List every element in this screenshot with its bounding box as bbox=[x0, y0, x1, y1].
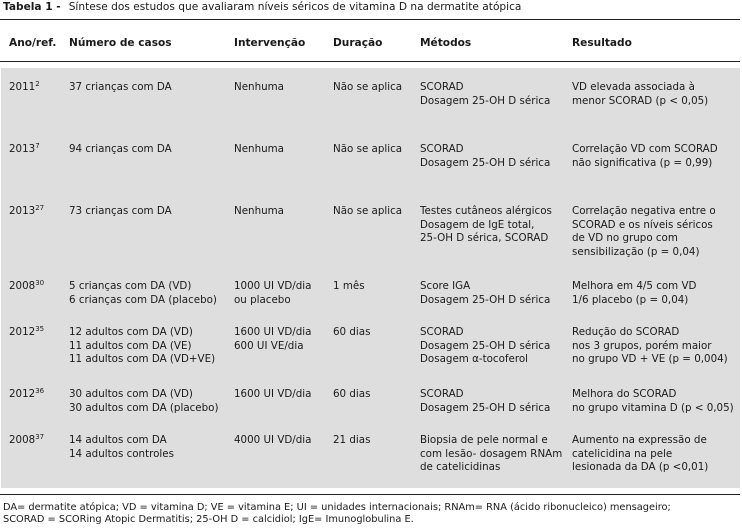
cell-cases bbox=[69, 143, 172, 157]
cell-cases bbox=[69, 388, 219, 415]
cell-line: Dosagem 25-OH D sérica bbox=[420, 339, 551, 352]
cell-line: 60 dias bbox=[333, 326, 371, 338]
cell-cases bbox=[69, 434, 174, 461]
cell-duration bbox=[333, 143, 402, 157]
header-result: Resultado bbox=[572, 37, 632, 49]
cell-intervention bbox=[234, 434, 311, 448]
cell-line: sensibilização (p = 0,04) bbox=[572, 245, 700, 258]
cell-line: ou placebo bbox=[234, 293, 291, 306]
year: 2008 bbox=[9, 434, 36, 446]
reference-number: 36 bbox=[35, 387, 45, 395]
cell-line: 30 adultos com DA (placebo) bbox=[69, 401, 219, 414]
table-body bbox=[1, 68, 740, 488]
cell-line: Dosagem 25-OH D sérica bbox=[420, 156, 551, 169]
cell-line: Dosagem 25-OH D sérica bbox=[420, 293, 551, 306]
cell-line: SCORAD bbox=[420, 326, 464, 338]
cell-result bbox=[572, 388, 734, 415]
cell-line: Não se aplica bbox=[333, 205, 403, 217]
cell-line: Não se aplica bbox=[333, 143, 403, 155]
cell-line: Aumento na expressão de bbox=[572, 434, 707, 446]
cell-line: Melhora do SCORAD bbox=[572, 388, 677, 400]
cell-intervention bbox=[234, 143, 284, 157]
year: 2013 bbox=[9, 143, 36, 155]
cell-duration bbox=[333, 388, 370, 402]
cell-line: de VD no grupo com bbox=[572, 232, 678, 244]
cell-line: 11 adultos com DA (VD+VE) bbox=[69, 353, 216, 365]
footnote-line: SCORAD = SCORing Atopic Dermatitis; 25-OH D = calcidiol; IgE= Imunoglobulina E. bbox=[3, 513, 414, 525]
cell-methods bbox=[420, 326, 550, 367]
cell-duration bbox=[333, 326, 370, 340]
year: 2011 bbox=[9, 81, 36, 93]
cell-line: 14 adultos com DA bbox=[69, 434, 167, 446]
caption-title: Síntese dos estudos que avaliaram níveis séricos de vitamina D na dermatite atópica bbox=[68, 1, 522, 13]
cell-intervention bbox=[234, 388, 311, 402]
cell-cases bbox=[69, 280, 217, 307]
cell-line: nos 3 grupos, porém maior bbox=[572, 339, 712, 352]
cell-line: SCORAD bbox=[420, 388, 464, 400]
year: 2008 bbox=[9, 280, 36, 292]
cell-cases bbox=[69, 205, 172, 219]
cell-cases bbox=[69, 81, 172, 95]
header-cases: Número de casos bbox=[69, 37, 172, 49]
footnote-line: DA= dermatite atópica; VD = vitamina D; VE = vitamina E; UI = unidades internacionais; RNAm= RNA (ácido ribonucleico) mensageiro; bbox=[3, 502, 671, 513]
caption-label: Tabela 1 - bbox=[3, 1, 61, 13]
table-caption bbox=[3, 1, 521, 15]
top-rule bbox=[0, 19, 740, 20]
cell-line: com lesão- dosagem RNAm bbox=[420, 447, 563, 460]
cell-line: 11 adultos com DA (VE) bbox=[69, 339, 192, 352]
cell-methods bbox=[420, 434, 562, 475]
reference-number: 35 bbox=[35, 325, 45, 333]
year: 2012 bbox=[9, 388, 36, 400]
cell-year-ref bbox=[9, 280, 44, 295]
cell-line: 21 dias bbox=[333, 434, 371, 446]
cell-line: 4000 UI VD/dia bbox=[234, 434, 312, 446]
cell-result bbox=[572, 434, 708, 475]
cell-year-ref bbox=[9, 143, 40, 158]
cell-line: Dosagem 25-OH D sérica bbox=[420, 94, 551, 107]
cell-intervention bbox=[234, 280, 311, 307]
cell-line: 94 crianças com DA bbox=[69, 143, 172, 155]
cell-line: lesionada da DA (p <0,01) bbox=[572, 461, 709, 473]
year: 2012 bbox=[9, 326, 36, 338]
cell-line: Score IGA bbox=[420, 280, 471, 292]
cell-line: 1600 UI VD/dia bbox=[234, 388, 312, 400]
cell-line: no grupo vitamina D (p < 0,05) bbox=[572, 401, 734, 414]
cell-line: SCORAD e os níveis séricos bbox=[572, 218, 713, 231]
cell-intervention bbox=[234, 326, 311, 353]
cell-line: de catelicidinas bbox=[420, 461, 501, 473]
cell-line: Testes cutâneos alérgicos bbox=[420, 205, 552, 217]
reference-number: 7 bbox=[35, 142, 40, 150]
cell-result bbox=[572, 280, 696, 307]
cell-line: 6 crianças com DA (placebo) bbox=[69, 293, 217, 306]
cell-line: Correlação negativa entre o bbox=[572, 205, 716, 217]
cell-line: Nenhuma bbox=[234, 143, 284, 155]
reference-number: 30 bbox=[35, 279, 45, 287]
cell-result bbox=[572, 143, 718, 170]
header-methods: Métodos bbox=[420, 37, 472, 49]
reference-number: 27 bbox=[35, 204, 45, 212]
header-intervention: Intervenção bbox=[234, 37, 306, 49]
cell-methods bbox=[420, 143, 550, 170]
cell-line: Melhora em 4/5 com VD bbox=[572, 280, 697, 292]
cell-line: 73 crianças com DA bbox=[69, 205, 172, 217]
cell-duration bbox=[333, 434, 370, 448]
cell-line: Não se aplica bbox=[333, 81, 403, 93]
cell-result bbox=[572, 81, 708, 108]
cell-line: Correlação VD com SCORAD bbox=[572, 143, 718, 155]
cell-methods bbox=[420, 81, 550, 108]
cell-line: Redução do SCORAD bbox=[572, 326, 680, 338]
cell-line: Dosagem 25-OH D sérica bbox=[420, 401, 551, 414]
cell-methods bbox=[420, 280, 550, 307]
cell-line: menor SCORAD (p < 0,05) bbox=[572, 94, 709, 107]
cell-line: no grupo VD + VE (p = 0,004) bbox=[572, 353, 728, 365]
cell-year-ref bbox=[9, 388, 44, 403]
cell-year-ref bbox=[9, 434, 44, 449]
cell-line: 30 adultos com DA (VD) bbox=[69, 388, 193, 400]
cell-line: 1600 UI VD/dia bbox=[234, 326, 312, 338]
cell-line: 600 UI VE/dia bbox=[234, 339, 304, 352]
cell-year-ref bbox=[9, 326, 44, 341]
cell-line: 60 dias bbox=[333, 388, 371, 400]
cell-line: 1000 UI VD/dia bbox=[234, 280, 312, 292]
cell-year-ref bbox=[9, 81, 40, 96]
cell-methods bbox=[420, 388, 550, 415]
cell-line: Biopsia de pele normal e bbox=[420, 434, 548, 446]
cell-cases bbox=[69, 326, 215, 367]
cell-result bbox=[572, 205, 716, 259]
header-duration: Duração bbox=[333, 37, 383, 49]
year: 2013 bbox=[9, 205, 36, 217]
cell-line: 12 adultos com DA (VD) bbox=[69, 326, 193, 338]
cell-line: não significativa (p = 0,99) bbox=[572, 156, 713, 169]
cell-year-ref bbox=[9, 205, 44, 220]
cell-line: Dosagem de IgE total, bbox=[420, 218, 535, 231]
cell-line: catelicidina na pele bbox=[572, 447, 673, 460]
reference-number: 2 bbox=[35, 80, 40, 88]
header-rule bbox=[0, 61, 740, 62]
cell-methods bbox=[420, 205, 552, 246]
cell-line: Dosagem α-tocoferol bbox=[420, 353, 529, 365]
table-footnote bbox=[3, 502, 671, 525]
cell-line: SCORAD bbox=[420, 143, 464, 155]
cell-line: 5 crianças com DA (VD) bbox=[69, 280, 192, 292]
cell-duration bbox=[333, 81, 402, 95]
cell-duration bbox=[333, 280, 365, 294]
cell-duration bbox=[333, 205, 402, 219]
cell-line: VD elevada associada à bbox=[572, 81, 695, 93]
cell-line: SCORAD bbox=[420, 81, 464, 93]
reference-number: 37 bbox=[35, 433, 45, 441]
cell-intervention bbox=[234, 81, 284, 95]
bottom-rule bbox=[0, 494, 740, 495]
cell-result bbox=[572, 326, 728, 367]
cell-line: 1 mês bbox=[333, 280, 365, 292]
cell-line: 37 crianças com DA bbox=[69, 81, 172, 93]
cell-line: Nenhuma bbox=[234, 81, 284, 93]
cell-intervention bbox=[234, 205, 284, 219]
cell-line: Nenhuma bbox=[234, 205, 284, 217]
cell-line: 14 adultos controles bbox=[69, 447, 174, 460]
cell-line: 25-OH D sérica, SCORAD bbox=[420, 232, 549, 244]
header-year: Ano/ref. bbox=[9, 37, 57, 49]
cell-line: 1/6 placebo (p = 0,04) bbox=[572, 293, 689, 306]
